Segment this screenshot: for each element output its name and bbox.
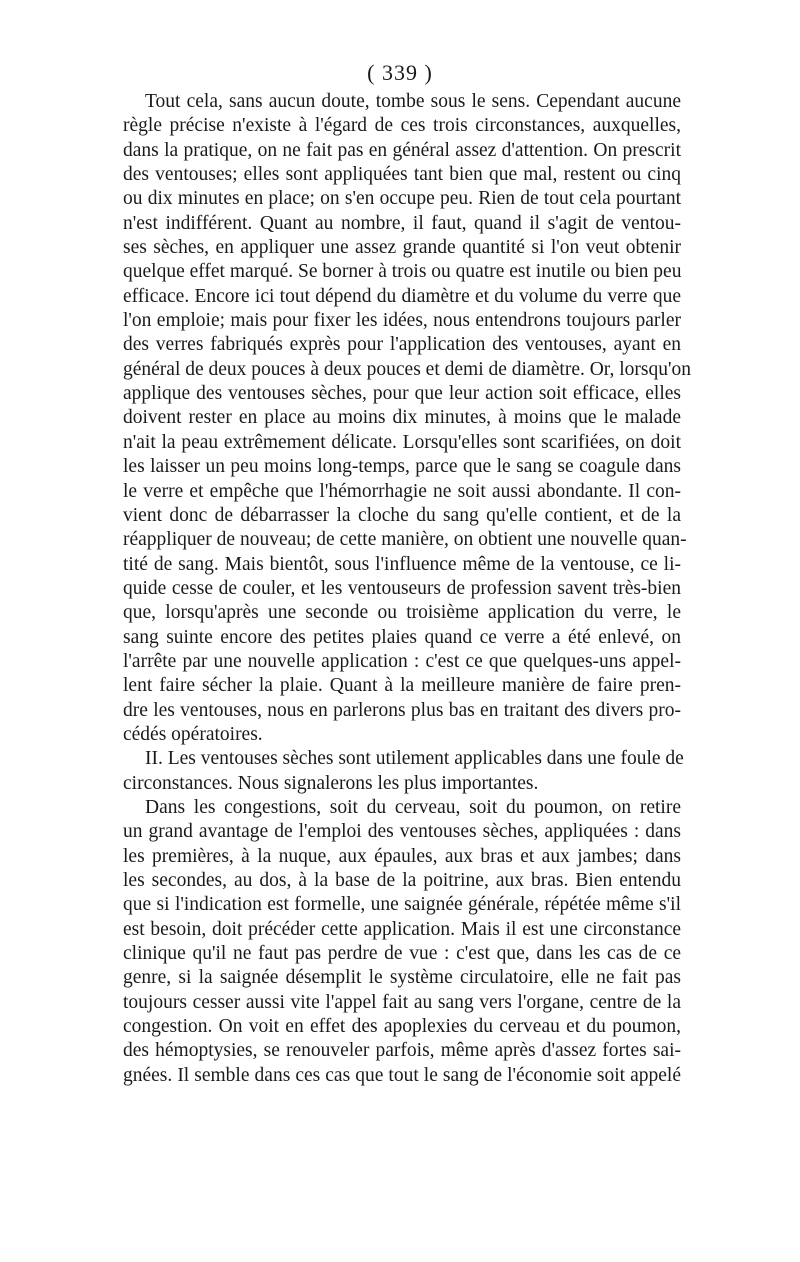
text-line: circonstances. Nous signalerons les plus importantes. (123, 772, 539, 794)
text-line: des hémoptysies, se renouveler parfois, même après d'assez fortes sai- (123, 1040, 681, 1062)
text-line: quide cesse de couler, et les ventouseurs de profession savent très-bien (123, 577, 681, 599)
text-line: clinique qu'il ne faut pas perdre de vue : c'est que, dans les cas de ce (123, 943, 681, 965)
text-line: l'on emploie; mais pour fixer les idées, nous entendrons toujours parler (123, 310, 681, 332)
text-line: vient donc de débarrasser la cloche du sang qu'elle contient, et de la (123, 504, 681, 526)
text-line: n'ait la peau extrêmement délicate. Lorsqu'elles sont scarifiées, on doit (123, 431, 681, 453)
text-line: quelque effet marqué. Se borner à trois ou quatre est inutile ou bien peu (123, 261, 682, 283)
text-line: l'arrête par une nouvelle application : c'est ce que quelques-uns appel- (123, 650, 681, 672)
text-line: II. Les ventouses sèches sont utilement applicables dans une foule de (145, 748, 684, 770)
text-line: applique des ventouses sèches, pour que leur action soit efficace, elles (123, 383, 681, 405)
text-line: toujours cesser aussi vite l'appel fait au sang vers l'organe, centre de la (123, 991, 681, 1013)
text-line: dans la pratique, on ne fait pas en général assez d'attention. On prescrit (123, 139, 681, 161)
text-line: les premières, à la nuque, aux épaules, aux bras et aux jambes; dans (123, 845, 681, 867)
text-line: réappliquer de nouveau; de cette manière, on obtient une nouvelle quan- (123, 529, 687, 551)
body-text (123, 90, 692, 1088)
text-line: est besoin, doit précéder cette application. Mais il est une circonstance (123, 918, 681, 940)
text-line: gnées. Il semble dans ces cas que tout le sang de l'économie soit appelé (123, 1064, 681, 1086)
text-line: que si l'indication est formelle, une saignée générale, répétée même s'il (123, 894, 681, 916)
text-line: efficace. Encore ici tout dépend du diamètre et du volume du verre que (123, 285, 681, 307)
text-line: ou dix minutes en place; on s'en occupe peu. Rien de tout cela pourtant (123, 188, 681, 210)
text-line: genre, si la saignée désemplit le système circulatoire, elle ne fait pas (123, 967, 681, 989)
text-line: Tout cela, sans aucun doute, tombe sous le sens. Cependant aucune (145, 91, 681, 112)
text-line: des ventouses; elles sont appliquées tant bien que mal, restent ou cinq (123, 164, 681, 186)
text-line: que, lorsqu'après une seconde ou troisième application du verre, le (123, 602, 681, 624)
text-line: les laisser un peu moins long-temps, parce que le sang se coagule dans (123, 456, 681, 478)
text-line: le verre et empêche que l'hémorrhagie ne soit aussi abondante. Il con- (123, 480, 681, 502)
text-line: ses sèches, en appliquer une assez grande quantité si l'on veut obtenir (123, 237, 681, 259)
text-line: des verres fabriqués exprès pour l'application des ventouses, ayant en (123, 334, 681, 356)
text-line: tité de sang. Mais bientôt, sous l'influence même de la ventouse, ce li- (123, 553, 681, 575)
text-line: cédés opératoires. (123, 723, 263, 745)
text-line: lent faire sécher la plaie. Quant à la meilleure manière de faire pren- (123, 675, 681, 697)
text-line: un grand avantage de l'emploi des ventouses sèches, appliquées : dans (123, 821, 681, 843)
text-line: doivent rester en place au moins dix minutes, à moins que le malade (123, 407, 681, 429)
text-line: dre les ventouses, nous en parlerons plus bas en traitant des divers pro- (123, 699, 681, 721)
text-line: Dans les congestions, soit du cerveau, soit du poumon, on retire (145, 796, 681, 818)
text-line: sang suinte encore des petites plaies quand ce verre a été enlevé, on (123, 626, 681, 648)
text-line: les secondes, au dos, à la base de la poitrine, aux bras. Bien entendu (123, 870, 681, 891)
text-line: n'est indifférent. Quant au nombre, il faut, quand il s'agit de ventou- (123, 212, 681, 234)
text-line: règle précise n'existe à l'égard de ces trois circonstances, auxquelles, (123, 115, 681, 137)
text-line: congestion. On voit en effet des apoplexies du cerveau et du poumon, (123, 1016, 681, 1038)
text-line: général de deux pouces à deux pouces et demi de diamètre. Or, lorsqu'on (123, 358, 692, 380)
page-number: ( 339 ) (367, 60, 433, 85)
